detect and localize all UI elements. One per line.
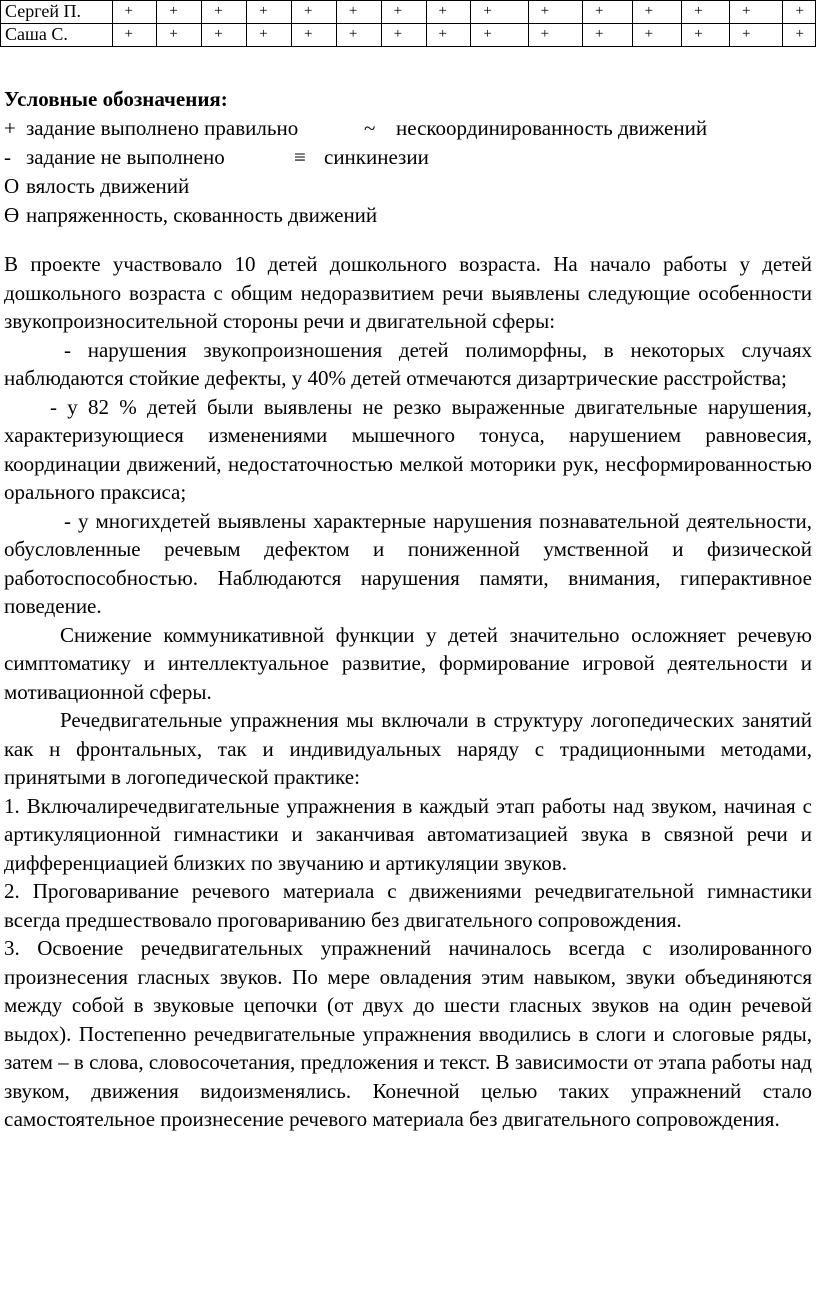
results-table (0, 0, 816, 47)
table-cell: + (471, 1, 528, 24)
legend-line (4, 201, 812, 230)
table-cell: + (381, 24, 426, 47)
paragraph: Снижение коммуникативной функции у детей значительно осложняет речевую симптоматику и интеллектуальное развитие, формирование игровой деятельности и мотивационной сферы. (4, 622, 812, 704)
legend-text: задание не выполнено (26, 145, 225, 169)
legend-title: Условные обозначения: (4, 87, 228, 111)
table-cell: + (426, 24, 471, 47)
legend-symbol: Ө (4, 203, 20, 227)
legend-symbol: ~ (364, 116, 376, 140)
table-cell: + (528, 24, 582, 47)
table-row (1, 24, 816, 47)
table-cell: + (202, 1, 247, 24)
paragraph: В проекте участвовало 10 детей дошкольного возраста. На начало работы у детей дошкольного возраста с общим недоразвитием речи выявлены следующие особенности звукопроизносительной стороны речи и двигательной сферы: (4, 252, 812, 333)
legend-text: синкинезии (324, 145, 429, 169)
paragraph: - у 82 % детей были выявлены не резко выраженные двигательные нарушения, характеризующиеся изменениями мышечного тонуса, нарушением равновесия, координации движений, недостаточностью мелкой моторики рук, несформированностью орального праксиса; (4, 394, 812, 504)
legend-text: вялость движений (26, 174, 190, 198)
table-cell: + (202, 24, 247, 47)
table-cell: + (730, 24, 783, 47)
table-cell: + (381, 1, 426, 24)
table-cell: + (783, 24, 816, 47)
table-cell: + (247, 1, 292, 24)
table-cell: + (247, 24, 292, 47)
paragraph: - нарушения звукопроизношения детей полиморфны, в некоторых случаях наблюдаются стойкие дефекты, у 40% детей отмечаются дизартрические расстройства; (4, 337, 812, 390)
table-cell: + (583, 24, 633, 47)
table-cell: + (426, 1, 471, 24)
legend (4, 85, 812, 230)
table-cell: + (112, 24, 157, 47)
table-cell: + (471, 24, 528, 47)
legend-text: напряженность, скованность движений (26, 203, 378, 227)
table-cell: + (682, 24, 730, 47)
table-cell: + (112, 1, 157, 24)
legend-symbol: - (4, 145, 11, 169)
table-cell: + (291, 24, 336, 47)
table-cell: + (632, 24, 682, 47)
table-cell: + (157, 1, 202, 24)
table-cell-name: Сергей П. (1, 1, 113, 24)
legend-symbol: + (4, 116, 16, 140)
table-cell: + (783, 1, 816, 24)
table-cell-name: Саша С. (1, 24, 113, 47)
table-cell: + (682, 1, 730, 24)
legend-symbol: О (4, 174, 20, 198)
legend-text: нескоординированность движений (396, 116, 708, 140)
legend-symbol: ≡ (294, 145, 306, 169)
legend-text: задание выполнено правильно (26, 116, 299, 140)
list-item: 1. Включалиречедвигательные упражнения в каждый этап работы над звуком, начиная с артикуляционной гимнастики и заканчивая автоматизацией звука в связной речи и дифференциацией близких по звучанию и артикуляции звуков. (4, 793, 812, 875)
table-cell: + (528, 1, 582, 24)
body-text (4, 250, 812, 1134)
paragraph: - у многихдетей выявлены характерные нарушения познавательной деятельности, обусловленные речевым дефектом и пониженной умственной и физической работоспособностью. Наблюдаются нарушения памяти, внимания, гиперактивное поведение. (4, 508, 812, 618)
legend-line (4, 172, 812, 201)
table-cell: + (336, 1, 381, 24)
list-item: 3. Освоение речедвигательных упражнений начиналось всегда с изолированного произнесения гласных звуков. По мере овладения этим навыком, звуки объединяются между собой в звуковые цепочки (от двух до шести гласных звуков на один речевой выдох). Постепенно речедвигательные упражнения вводились в слоги и слоговые ряды, затем – в слова, словосочетания, предложения и текст. В зависимости от этапа работы над звуком, движения видоизменялись. Конечной целью таких упражнений стало самостоятельное произнесение речевого материала без двигательного сопровождения. (4, 936, 812, 1131)
table-cell: + (336, 24, 381, 47)
table-cell: + (291, 1, 336, 24)
legend-line (4, 143, 812, 172)
table-cell: + (157, 24, 202, 47)
paragraph: Речедвигательные упражнения мы включали в структуру логопедических занятий как н фронтальных, так и индивидуальных наряду с традиционными методами, принятыми в логопедической практике: (4, 708, 812, 789)
legend-line (4, 114, 812, 143)
table-cell: + (583, 1, 633, 24)
table-cell: + (632, 1, 682, 24)
table-cell: + (730, 1, 783, 24)
table-row (1, 1, 816, 24)
list-item: 2. Проговаривание речевого материала с движениями речедвигательной гимнастики всегда предшествовало проговариванию без двигательного сопровождения. (4, 879, 812, 932)
